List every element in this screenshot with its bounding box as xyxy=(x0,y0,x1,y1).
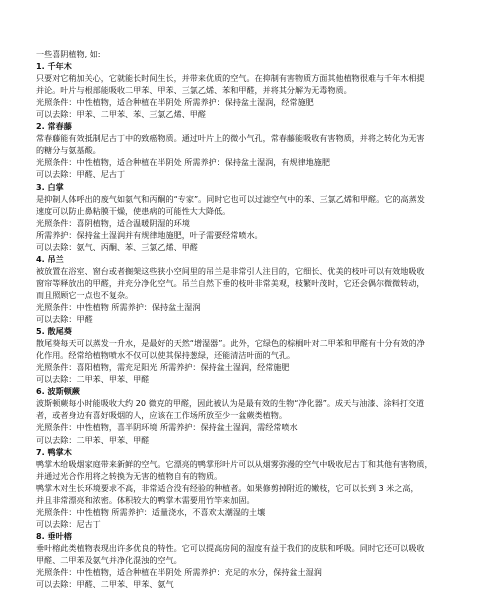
plant-text-line: 化作用。经常给植物喷水不仅可以使其保持葱绿，还能清洁叶面的气孔。 xyxy=(36,350,296,361)
plant-text-line: 波斯顿蕨每小时能吸收大约 20 微克的甲醛，因此被认为是最有效的生物“净化器”。成天与油漆、涂料打交道 xyxy=(36,398,425,409)
plant-title: 8. 垂叶榕 xyxy=(36,530,72,541)
plant-text-line: 者，或者身边有喜好吸烟的人，应该在工作场所放至少一盆蕨类植物。 xyxy=(36,410,287,421)
plant-text-line: 并论。叶片与根部能吸收二甲苯、甲苯、三氯乙烯、苯和甲醛，并将其分解为无毒物质。 xyxy=(36,85,352,96)
plant-text-line: 光照条件：中性植物，适合种植在半阴处 所需养护：保持盆土湿润，有规律地施肥 xyxy=(36,157,330,168)
plant-text-line: 光照条件：喜阴植物，适合温暖阴湿的环境 xyxy=(36,217,190,228)
plant-title: 4. 吊兰 xyxy=(36,253,64,264)
plant-text-line: 垂叶榕此类植物表现出许多优良的特性。它可以提高房间的湿度有益于我们的皮肤和呼吸。同时它还可以吸收 xyxy=(36,542,425,553)
plant-text-line: 是抑制人体呼出的废气如氨气和丙酮的“专家”。同时它也可以过滤空气中的苯、三氯乙烯和甲醛。它的高蒸发 xyxy=(36,193,425,204)
plant-title: 5. 散尾葵 xyxy=(36,326,72,337)
plant-text-line: 窗帘等释放出的甲醛，并充分净化空气。吊兰自然下垂的枝叶非常美观，枝繁叶茂时，它还会偶尔微微转动， xyxy=(36,277,425,288)
plant-section xyxy=(36,446,476,530)
plant-text-line: 可以去除：甲醛、尼古丁 xyxy=(36,169,126,180)
plant-text-line: 光照条件：中性植物 所需养护：适量浇水，不喜欢太潮湿的土壤 xyxy=(36,506,266,517)
plant-text-line: 只要对它稍加关心，它就能长时间生长，并带来优质的空气。在抑制有害物质方面其他植物很难与千年木相提 xyxy=(36,73,425,84)
plant-section xyxy=(36,385,476,445)
plant-text-line: 甲醛、二甲苯及氨气并净化混浊的空气。 xyxy=(36,554,182,565)
plant-text-line: 可以去除：尼古丁 xyxy=(36,518,101,529)
plant-text-line: 可以去除：甲醛、二甲苯、甲苯、氨气 xyxy=(36,579,174,590)
plant-text-line: 并且非常漂亮和浓密。体积较大的鸭掌木需要用竹竿来加固。 xyxy=(36,494,255,505)
plant-text-line: 速度可以防止鼻粘膜干燥，使患病的可能性大大降低。 xyxy=(36,205,231,216)
plant-section xyxy=(36,60,476,120)
plant-text-line: 常春藤能有效抵制尼古丁中的致癌物质。通过叶片上的微小气孔，常春藤能吸收有害物质，并将之转化为无害 xyxy=(36,133,425,144)
plant-text-line: 可以去除：甲醛 xyxy=(36,314,93,325)
plant-text-line: 可以去除：甲苯、二甲苯、苯、三氯乙烯、甲醛 xyxy=(36,109,206,120)
plant-section xyxy=(36,253,476,325)
plant-text-line: 散尾葵每天可以蒸发一升水，是最好的天然“增湿器”。此外，它绿色的棕榈叶对二甲苯和甲醛有十分有效的净 xyxy=(36,338,425,349)
plant-text-line: 所需养护：保持盆土湿润并有规律地施肥，叶子需要经常喷水。 xyxy=(36,229,263,240)
plant-title: 7. 鸭掌木 xyxy=(36,446,72,457)
plant-text-line: 并通过光合作用将之转换为无害的植物自有的物质。 xyxy=(36,470,223,481)
plant-text-line: 光照条件：喜阳植物，需充足阳光 所需养护：保持盆土湿润，经常施肥 xyxy=(36,362,290,373)
plant-section xyxy=(36,530,476,590)
plant-text-line: 光照条件：中性植物，适合种植在半阴处 所需养护：保持盆土湿润，经常施肥 xyxy=(36,97,314,108)
plant-title: 1. 千年木 xyxy=(36,61,72,72)
plant-text-line: 鸭掌木给吸烟家庭带来新鲜的空气。它漂亮的鸭掌形叶片可以从烟雾弥漫的空气中吸收尼古丁和其他有害物质， xyxy=(36,458,433,469)
plant-title: 2. 常春藤 xyxy=(36,121,72,132)
plant-section xyxy=(36,325,476,385)
plant-text-line: 而且照顾它一点也不复杂。 xyxy=(36,289,134,300)
plant-text-line: 的糖分与氨基酸。 xyxy=(36,145,101,156)
plant-text-line: 光照条件：中性植物，适合种植在半阴处 所需养护：充足的水分，保持盆土湿润 xyxy=(36,567,322,578)
plant-text-line: 可以去除：二甲苯、甲苯、甲醛 xyxy=(36,434,150,445)
plant-text-line: 被放置在浴室、窗台或者搁架这些狭小空间里的吊兰是非常引人注目的，它细长、优美的枝叶可以有效地吸收 xyxy=(36,265,425,276)
plant-title: 3. 白掌 xyxy=(36,181,64,192)
plant-text-line: 可以去除：氨气、丙酮、苯、三氯乙烯、甲醛 xyxy=(36,241,198,252)
plant-section xyxy=(36,181,476,253)
intro-text: 一些喜阴植物, 如: xyxy=(36,49,101,59)
plant-section xyxy=(36,120,476,180)
plant-text-line: 光照条件：中性植物，喜半阴环境 所需养护：保持盆土湿润，需经常喷水 xyxy=(36,422,298,433)
plant-title: 6. 波斯顿蕨 xyxy=(36,386,80,397)
plant-text-line: 光照条件：中性植物 所需养护：保持盆土湿润 xyxy=(36,301,201,312)
plant-text-line: 鸭掌木对生长环境要求不高，非常适合没有经验的种植者。如果修剪掉附近的嫩枝，它可以长到 3 米之高， xyxy=(36,482,419,493)
plant-list xyxy=(36,60,476,590)
plant-text-line: 可以去除：二甲苯、甲苯、甲醛 xyxy=(36,374,150,385)
